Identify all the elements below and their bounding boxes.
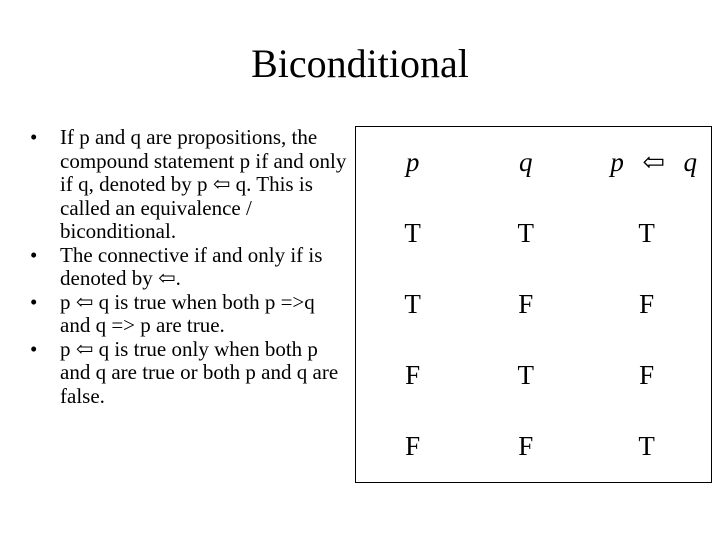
cell-result: T	[638, 431, 655, 461]
cell-p: T	[404, 218, 421, 248]
bullet-list	[30, 126, 350, 408]
slide-title: Biconditional	[251, 41, 469, 86]
bullet-item	[30, 244, 350, 291]
cell-q: F	[518, 431, 534, 461]
table-row	[356, 269, 712, 340]
cell-p: T	[404, 289, 421, 319]
table-row	[356, 340, 712, 411]
header-q: q	[518, 147, 533, 177]
header-bicond-left: p	[610, 147, 624, 177]
truth-table	[355, 126, 712, 483]
cell-result: F	[639, 289, 655, 319]
cell-p: F	[405, 360, 421, 390]
cell-q: T	[517, 218, 534, 248]
header-biconditional	[582, 127, 711, 199]
cell-p: F	[405, 431, 421, 461]
cell-result: F	[639, 360, 655, 390]
bullet-dot-icon: •	[30, 242, 38, 267]
bullet-text: p ⇦ q is true only when both p and q are true or both p and q are false.	[60, 336, 339, 408]
cell-result: T	[638, 218, 655, 248]
bullet-item	[30, 291, 350, 338]
table-row	[356, 411, 712, 483]
bullet-text: The connective if and only if is denoted by ⇦.	[60, 242, 323, 290]
bullet-item	[30, 338, 350, 409]
biconditional-arrow-icon: ⇦	[642, 147, 665, 177]
cell-q: T	[517, 360, 534, 390]
table-header-row	[356, 127, 712, 199]
bullet-dot-icon: •	[30, 125, 38, 149]
header-bicond-right: q	[683, 147, 697, 177]
table-row	[356, 198, 712, 269]
cell-q: F	[518, 289, 534, 319]
bullet-text: If p and q are propositions, the compound statement p if and only if q, denoted by p ⇦ q. This is called an equivalence / biconditional.	[60, 125, 347, 243]
bullet-item	[30, 126, 350, 244]
bullet-text: p ⇦ q is true when both p =>q and q => p are true.	[60, 289, 315, 337]
bullet-dot-icon: •	[30, 336, 38, 361]
header-p: p	[405, 147, 420, 177]
bullet-dot-icon: •	[30, 289, 38, 314]
